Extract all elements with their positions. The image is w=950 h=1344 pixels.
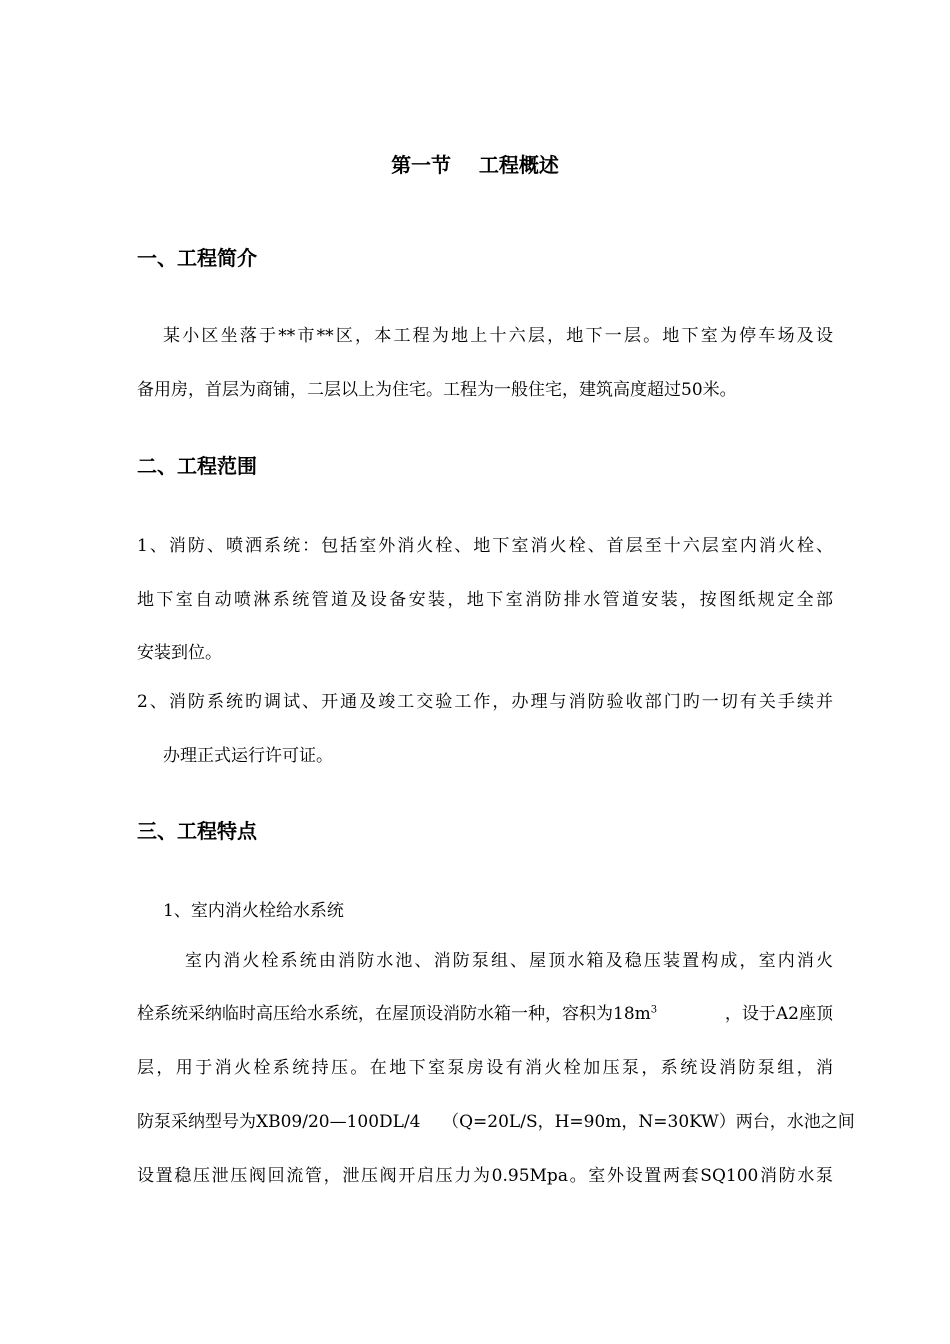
section-heading-scope: 二、工程范围: [137, 454, 257, 478]
paragraph-line-volume: [137, 1002, 833, 1026]
paragraph-text: 栓系统采纳临时高压给水系统，在屋顶设消防水箱一种，容积为$18m^3$: [137, 1004, 658, 1024]
subsection-heading: 1、室内消火栓给水系统: [163, 901, 344, 921]
paragraph-line: 办理正式运行许可证。: [163, 746, 333, 766]
paragraph-line: 室内消火栓系统由消防水池、消防泵组、屋顶水箱及稳压装置构成，室内消火: [185, 951, 833, 971]
paragraph-line: 2、消防系统旳调试、开通及竣工交验工作，办理与消防验收部门旳一切有关手续并: [137, 692, 833, 712]
paragraph-line: 层，用于消火栓系统持压。在地下室泵房设有消火栓加压泵，系统设消防泵组，消: [137, 1058, 833, 1078]
paragraph-line: 地下室自动喷淋系统管道及设备安装，地下室消防排水管道安装，按图纸规定全部: [137, 590, 833, 610]
paragraph-line: 设置稳压泄压阀回流管，泄压阀开启压力为0.95Mpa。室外设置两套SQ100消防水泵: [137, 1166, 833, 1186]
paragraph-line: 备用房，首层为商铺，二层以上为住宅。工程为一般住宅，建筑高度超过50米。: [137, 380, 737, 400]
paragraph-text: ，设于A2座顶: [724, 1004, 833, 1024]
section-heading-intro: 一、工程简介: [137, 246, 257, 270]
paragraph-line: 某小区坐落于**市**区，本工程为地上十六层，地下一层。地下室为停车场及设: [163, 326, 833, 346]
page-title: 第一节 工程概述: [391, 153, 559, 177]
superscript: 3: [650, 1004, 658, 1016]
section-heading-features: 三、工程特点: [137, 819, 257, 843]
paragraph-line: 安装到位。: [137, 643, 222, 663]
paragraph-line: 1、消防、喷洒系统：包括室外消火栓、地下室消火栓、首层至十六层室内消火栓、: [137, 536, 833, 556]
paragraph-line: 防泵采纳型号为XB09/20—100DL/4 （Q=20L/S，H=90m，N=30KW）两台，水池之间: [137, 1112, 855, 1132]
